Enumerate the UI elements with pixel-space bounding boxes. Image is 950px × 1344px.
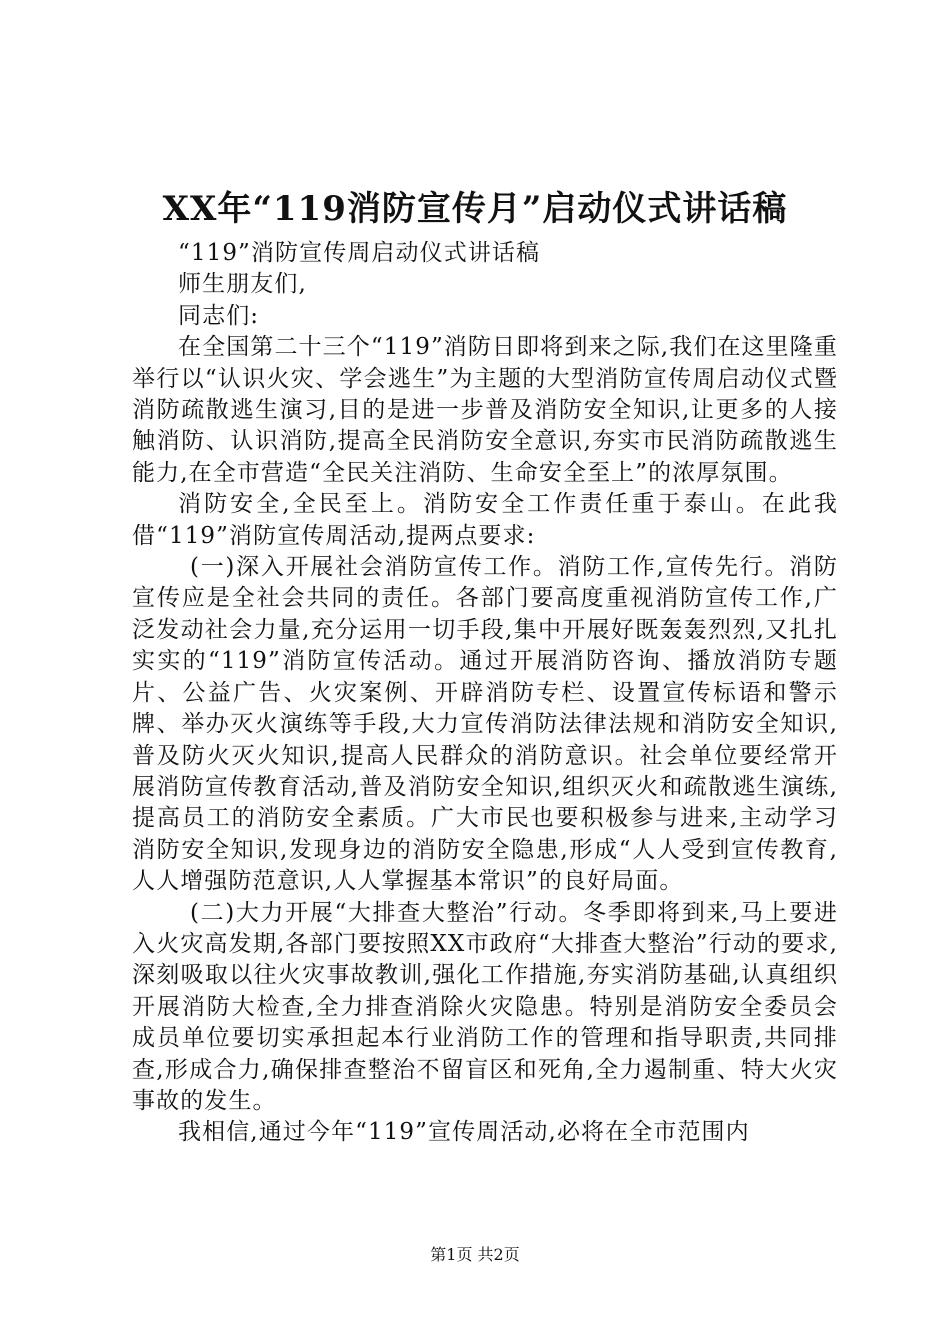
- paragraph-greeting-2: 同志们:: [178, 302, 260, 329]
- paragraph-point-1: (一)深入开展社会消防宣传工作。消防工作,宣传先行。消防宣传应是全社会共同的责任。各部门要高度重视消防宣传工作,广泛发动社会力量,充分运用一切手段,集中开展好既轰轰烈烈,又扎扎实实的“119”消防宣传活动。通过开展消防咨询、播放消防专题片、公益广告、火灾案例、开辟消防专栏、设置宣传标语和警示牌、举办灭火演练等手段,大力宣传消防法律法规和消防安全知识,普及防火灭火知识,提高人民群众的消防意识。社会单位要经常开展消防宣传教育活动,普及消防安全知识,组织灭火和疏散逃生演练,提高员工的消防安全素质。广大市民也要积极参与进来,主动学习消防安全知识,发现身边的消防安全隐患,形成“人人受到宣传教育,人人增强防范意识,人人掌握基本常识”的良好局面。: [132, 554, 838, 895]
- paragraph-point-2: (二)大力开展“大排查大整治”行动。冬季即将到来,马上要进入火灾高发期,各部门要按照XX市政府“大排查大整治”行动的要求,深刻吸取以往火灾事故教训,强化工作措施,夯实消防基础,认真组织开展消防大检查,全力排查消除火灾隐患。特别是消防安全委员会成员单位要切实承担起本行业消防工作的管理和指导职责,共同排查,形成合力,确保排查整治不留盲区和死角,全力遏制重、特大火灾事故的发生。: [132, 899, 838, 1114]
- paragraph-intro: 在全国第二十三个“119”消防日即将到来之际,我们在这里隆重举行以“认识火灾、学会逃生”为主题的大型消防宣传周启动仪式暨消防疏散逃生演习,目的是进一步普及消防安全知识,让更多的人接触消防、认识消防,提高全民消防安全意识,夯实市民消防疏散逃生能力,在全市营造“全民关注消防、生命安全至上”的浓厚氛围。: [132, 334, 838, 486]
- page-footer: 第1页 共2页: [430, 1245, 520, 1264]
- document-body: [132, 238, 838, 1149]
- paragraph-subtitle: “119”消防宣传周启动仪式讲话稿: [178, 240, 541, 266]
- paragraph-greeting-1: 师生朋友们,: [178, 271, 307, 298]
- paragraph-requirements: 消防安全,全民至上。消防安全工作责任重于泰山。在此我借“119”消防宣传周活动,提两点要求:: [132, 491, 838, 549]
- document-title: XX年“119消防宣传月”启动仪式讲话稿: [162, 189, 788, 229]
- paragraph-closing: 我相信,通过今年“119”宣传周活动,必将在全市范围内: [178, 1119, 750, 1146]
